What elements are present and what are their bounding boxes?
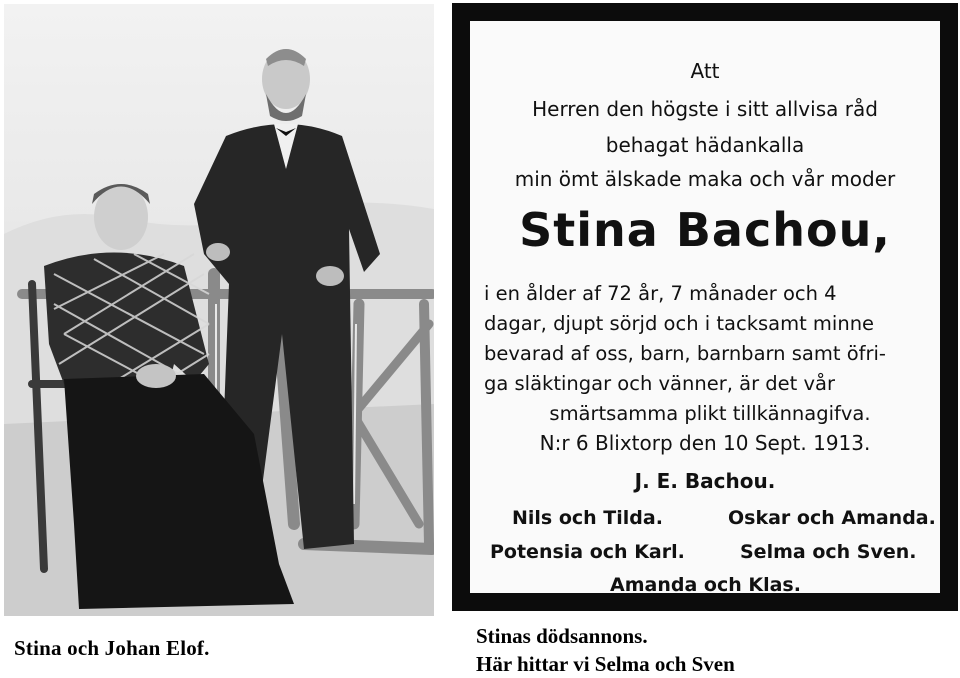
notice-caption-line-2: Här hittar vi Selma och Sven <box>476 652 735 676</box>
notice-intro: Att <box>690 59 720 83</box>
notice-body-line: i en ålder af 72 år, 7 månader och 4 <box>484 282 837 305</box>
notice-line-2: behagat hädankalla <box>605 133 805 157</box>
notice-body-line: smärtsamma plikt tillkännagifva. <box>549 402 871 425</box>
couple-photo <box>4 4 434 616</box>
notice-body <box>484 279 936 429</box>
notice-line-3: min ömt älskade maka och vår moder <box>514 167 896 191</box>
relative-names: Amanda och Klas. <box>610 574 801 596</box>
couple-photo-drawing <box>4 4 434 616</box>
notice-caption-line-1: Stinas dödsannons. <box>476 624 648 648</box>
deceased-name: Stina Bachou, <box>519 203 891 257</box>
notice-caption <box>476 622 735 678</box>
notice-body-line: ga släktingar och vänner, är det vår <box>484 372 836 395</box>
notice-signature: J. E. Bachou. <box>634 469 776 493</box>
relative-names: Oskar och Amanda. <box>728 507 936 529</box>
relative-names: Potensia och Karl. <box>490 541 685 563</box>
death-notice <box>452 3 958 611</box>
relative-names: Nils och Tilda. <box>512 507 663 529</box>
photo-caption: Stina och Johan Elof. <box>14 636 210 660</box>
notice-body-line: bevarad af oss, barn, barnbarn samt öfri- <box>484 342 886 365</box>
death-notice-paper <box>470 21 940 596</box>
notice-body-line: dagar, djupt sörjd och i tacksamt minne <box>484 312 875 335</box>
notice-line-1: Herren den högste i sitt allvisa råd <box>532 97 878 121</box>
notice-place-date: N:r 6 Blixtorp den 10 Sept. 1913. <box>539 431 871 455</box>
relative-names: Selma och Sven. <box>740 541 917 563</box>
